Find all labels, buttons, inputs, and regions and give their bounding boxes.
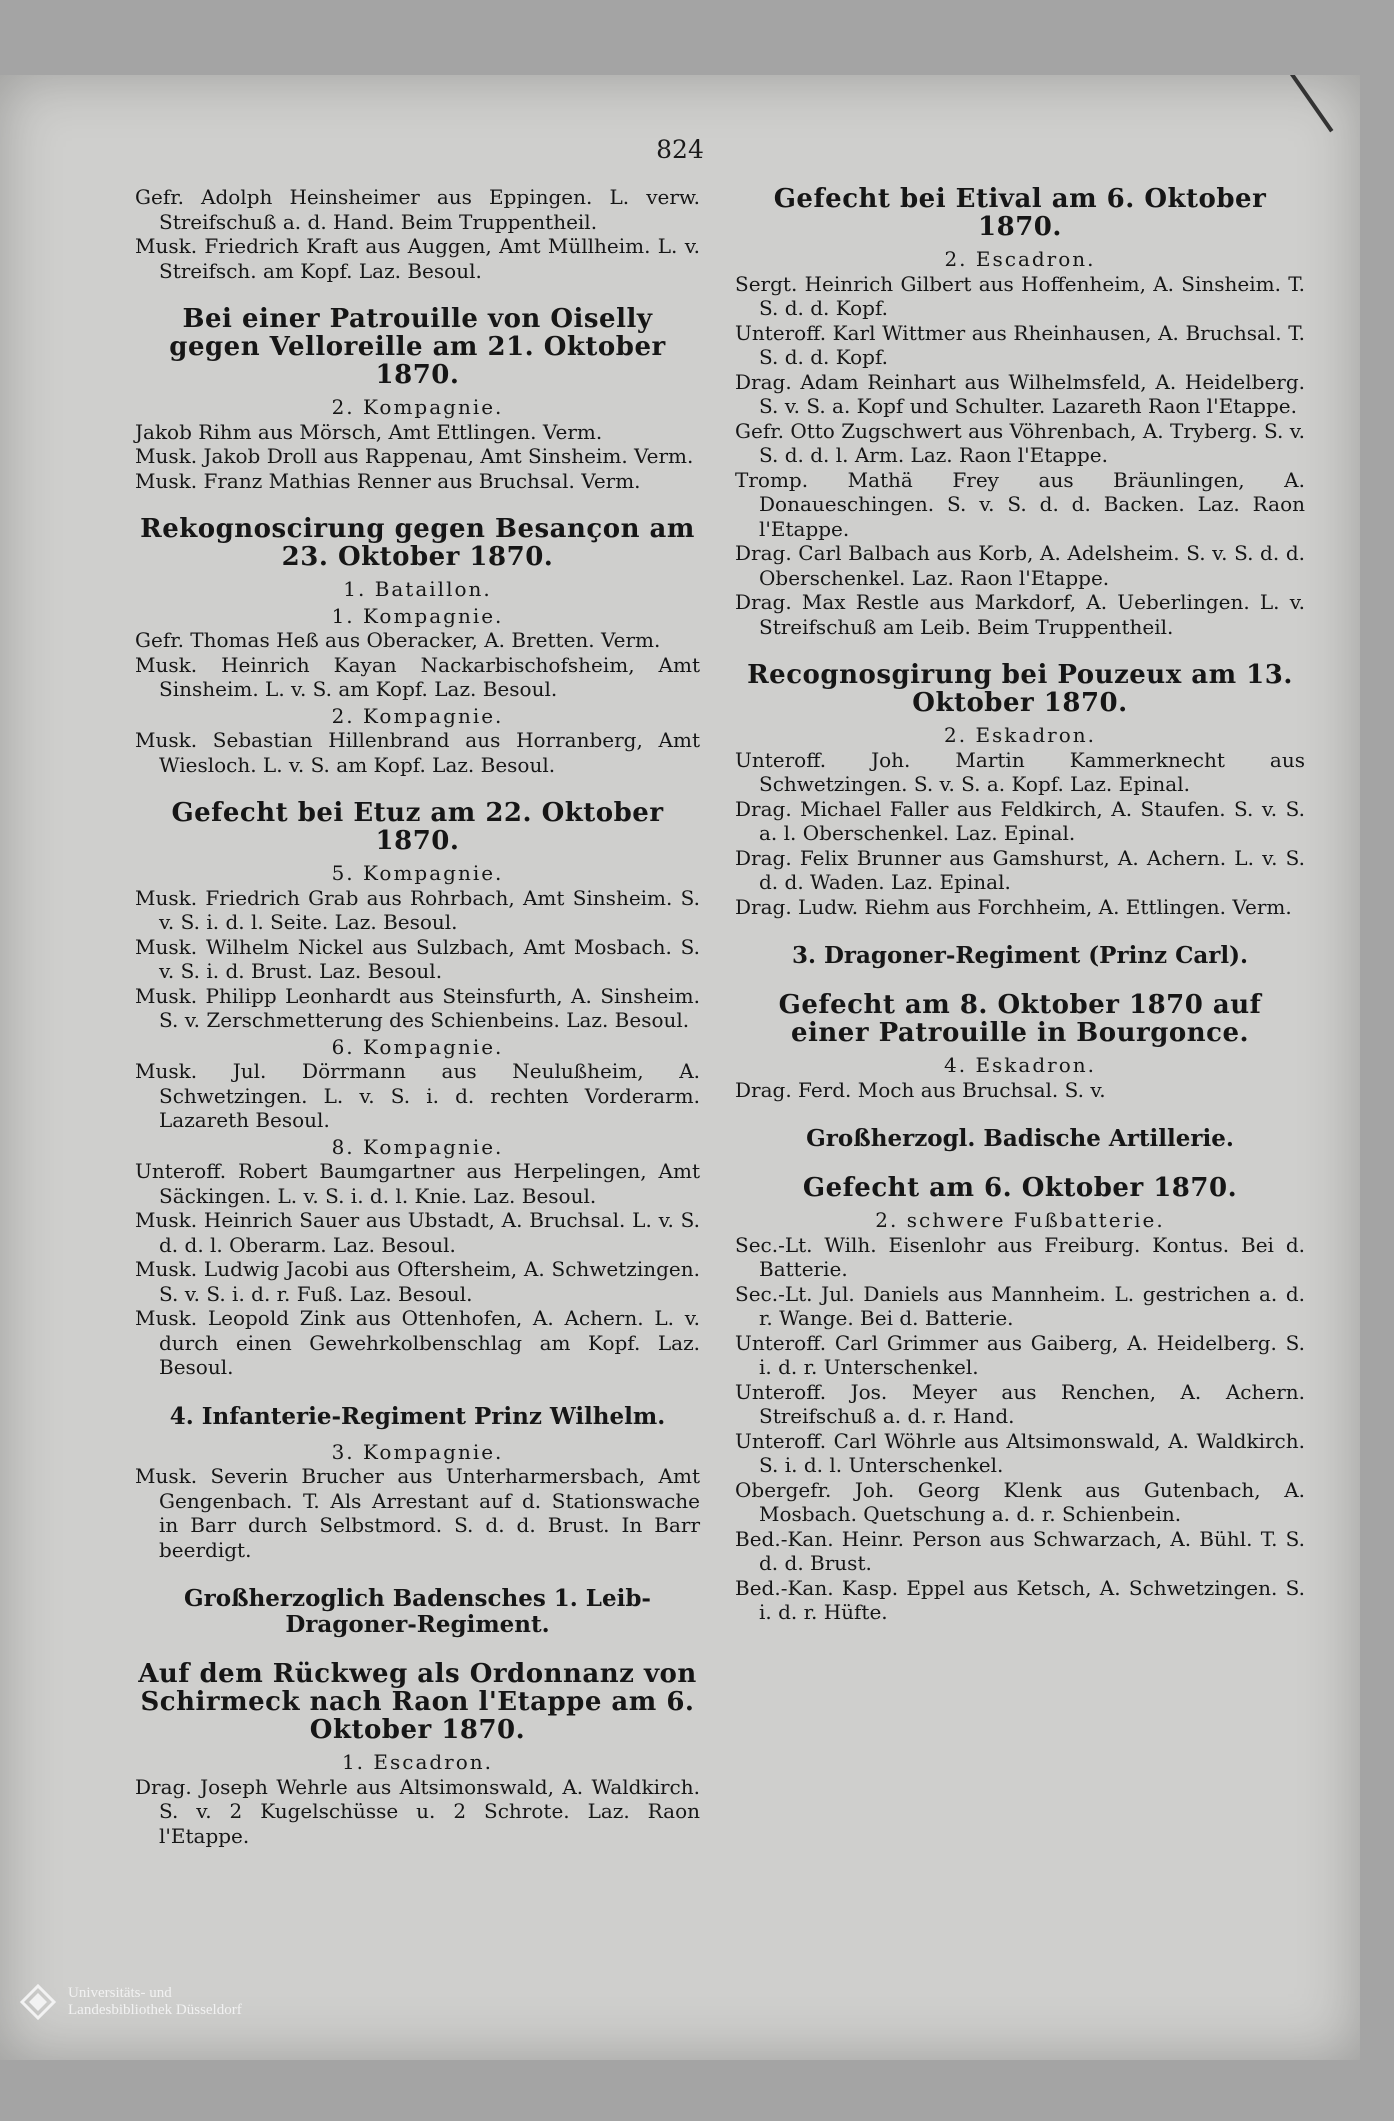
casualty-entry: Unteroff. Karl Wittmer aus Rheinhausen, A. Bruchsal. T. S. d. d. Kopf. <box>735 320 1305 369</box>
casualty-entry: Drag. Adam Reinhart aus Wilhelmsfeld, A. Heidelberg. S. v. S. a. Kopf und Schulter. Lazareth Raon l'Etappe. <box>735 369 1305 418</box>
unit-heading: 3. Kompagnie. <box>331 1439 504 1464</box>
casualty-entry: Obergefr. Joh. Georg Klenk aus Gutenbach, A. Mosbach. Quetschung a. d. r. Schienbein. <box>735 1477 1305 1526</box>
casualty-entry: Drag. Ferd. Moch aus Bruchsal. S. v. <box>735 1077 1106 1102</box>
library-logo <box>18 1982 242 2022</box>
casualty-entry: Musk. Wilhelm Nickel aus Sulzbach, Amt Mosbach. S. v. S. i. d. Brust. Laz. Besoul. <box>135 934 700 983</box>
casualty-entry: Drag. Felix Brunner aus Gamshurst, A. Achern. L. v. S. d. d. Waden. Laz. Epinal. <box>735 845 1305 894</box>
casualty-entry: Tromp. Mathä Frey aus Bräunlingen, A. Donaueschingen. S. v. S. d. d. Backen. Laz. Raon l'Etappe. <box>735 467 1305 541</box>
casualty-entry: Sec.-Lt. Wilh. Eisenlohr aus Freiburg. Kontus. Bei d. Batterie. <box>735 1232 1305 1281</box>
engagement-heading: Gefecht bei Etuz am 22. Oktober 1870. <box>171 798 664 856</box>
unit-heading: 2. Escadron. <box>944 247 1096 271</box>
left-column <box>135 185 700 1848</box>
unit-heading: 6. Kompagnie. <box>331 1034 504 1059</box>
unit-heading: 2. Kompagnie. <box>331 395 504 419</box>
casualty-entry: Bed.-Kan. Kasp. Eppel aus Ketsch, A. Schwetzingen. S. i. d. r. Hüfte. <box>735 1575 1305 1624</box>
casualty-entry: Unteroff. Carl Grimmer aus Gaiberg, A. Heidelberg. S. i. d. r. Unterschenkel. <box>735 1330 1305 1379</box>
engagement-heading: Auf dem Rückweg als Ordonnanz von Schirmeck nach Raon l'Etappe am 6. Oktober 1870. <box>138 1659 697 1745</box>
casualty-entry: Musk. Friedrich Kraft aus Auggen, Amt Müllheim. L. v. Streifsch. am Kopf. Laz. Besoul. <box>135 234 700 283</box>
library-logo-icon <box>18 1982 58 2022</box>
casualty-entry: Drag. Joseph Wehrle aus Altsimonswald, A. Waldkirch. S. v. 2 Kugelschüsse u. 2 Schrote. Laz. Raon l'Etappe. <box>135 1774 700 1848</box>
logo-line-2: Landesbibliothek Düsseldorf <box>68 2002 242 2018</box>
casualty-entry: Gefr. Adolph Heinsheimer aus Eppingen. L. verw. Streifschuß a. d. Hand. Beim Truppentheil. <box>135 185 700 234</box>
casualty-entry: Drag. Ludw. Riehm aus Forchheim, A. Ettlingen. Verm. <box>735 894 1292 919</box>
unit-heading: 2. Kompagnie. <box>331 703 504 728</box>
casualty-entry: Gefr. Thomas Heß aus Oberacker, A. Bretten. Verm. <box>135 628 661 652</box>
regiment-heading: Großherzogl. Badische Artillerie. <box>806 1125 1234 1152</box>
unit-heading: 2. Eskadron. <box>944 723 1096 747</box>
casualty-entry: Unteroff. Jos. Meyer aus Renchen, A. Achern. Streifschuß a. d. r. Hand. <box>735 1379 1305 1428</box>
casualty-entry: Bed.-Kan. Heinr. Person aus Schwarzach, A. Bühl. T. S. d. d. Brust. <box>735 1526 1305 1575</box>
unit-heading: 1. Kompagnie. <box>331 603 504 628</box>
engagement-heading: Gefecht am 8. Oktober 1870 auf einer Patrouille in Bourgonce. <box>778 990 1262 1048</box>
logo-line-1: Universitäts- und <box>68 1985 172 2001</box>
engagement-heading: Gefecht am 6. Oktober 1870. <box>802 1173 1238 1203</box>
casualty-entry: Unteroff. Robert Baumgartner aus Herpelingen, Amt Säckingen. L. v. S. i. d. l. Knie. Laz. Besoul. <box>135 1159 700 1208</box>
casualty-entry: Jakob Rihm aus Mörsch, Amt Ettlingen. Verm. <box>135 419 603 444</box>
unit-heading: 4. Eskadron. <box>944 1053 1096 1077</box>
margin-mark <box>1290 75 1333 132</box>
casualty-entry: Musk. Jakob Droll aus Rappenau, Amt Sinsheim. Verm. <box>135 444 694 468</box>
unit-heading: 2. schwere Fußbatterie. <box>875 1208 1165 1232</box>
casualty-entry: Drag. Michael Faller aus Feldkirch, A. Staufen. S. v. S. a. l. Oberschenkel. Laz. Epinal. <box>735 796 1305 845</box>
right-column <box>735 185 1305 1625</box>
casualty-entry: Musk. Severin Brucher aus Unterharmersbach, Amt Gengenbach. T. Als Arrestant auf d. Stationswache in Barr durch Selbstmord. S. d. d. Brust. In Barr beerdigt. <box>135 1464 700 1562</box>
engagement-heading: Recognosgirung bei Pouzeux am 13. Oktober 1870. <box>747 660 1293 718</box>
unit-heading: 1. Escadron. <box>341 1750 494 1774</box>
casualty-entry: Unteroff. Carl Wöhrle aus Altsimonswald, A. Waldkirch. S. i. d. l. Unterschenkel. <box>735 1428 1305 1477</box>
casualty-entry: Musk. Jul. Dörrmann aus Neulußheim, A. Schwetzingen. L. v. S. i. d. rechten Vorderarm. Lazareth Besoul. <box>135 1059 700 1132</box>
engagement-heading: Bei einer Patrouille von Oiselly gegen Velloreille am 21. Oktober 1870. <box>169 304 666 390</box>
regiment-heading: 4. Infanterie-Regiment Prinz Wilhelm. <box>169 1402 666 1430</box>
unit-heading: 1. Bataillon. <box>343 577 492 601</box>
unit-heading: 8. Kompagnie. <box>331 1134 504 1159</box>
engagement-heading: Rekognoscirung gegen Besançon am 23. Oktober 1870. <box>140 514 695 572</box>
casualty-entry: Musk. Franz Mathias Renner aus Bruchsal. Verm. <box>135 468 641 493</box>
casualty-entry: Musk. Heinrich Kayan Nackarbischofsheim, Amt Sinsheim. L. v. S. am Kopf. Laz. Besoul. <box>135 652 700 701</box>
casualty-entry: Musk. Heinrich Sauer aus Ubstadt, A. Bruchsal. L. v. S. d. d. l. Oberarm. Laz. Besoul. <box>135 1208 700 1257</box>
casualty-entry: Musk. Friedrich Grab aus Rohrbach, Amt Sinsheim. S. v. S. i. d. l. Seite. Laz. Besoul. <box>135 885 700 934</box>
document-page <box>0 75 1360 2060</box>
casualty-entry: Sergt. Heinrich Gilbert aus Hoffenheim, A. Sinsheim. T. S. d. d. Kopf. <box>735 271 1305 320</box>
casualty-entry: Gefr. Otto Zugschwert aus Vöhrenbach, A. Tryberg. S. v. S. d. d. l. Arm. Laz. Raon l'Etappe. <box>735 418 1305 467</box>
casualty-entry: Musk. Leopold Zink aus Ottenhofen, A. Achern. L. v. durch einen Gewehrkolbenschlag am Kopf. Laz. Besoul. <box>135 1306 700 1379</box>
casualty-entry: Sec.-Lt. Jul. Daniels aus Mannheim. L. gestrichen a. d. r. Wange. Bei d. Batterie. <box>735 1281 1305 1330</box>
library-logo-text <box>68 1985 242 2019</box>
regiment-heading: Großherzoglich Badensches 1. Leib-Dragoner-Regiment. <box>184 1585 651 1638</box>
casualty-entry: Unteroff. Joh. Martin Kammerknecht aus Schwetzingen. S. v. S. a. Kopf. Laz. Epinal. <box>735 747 1305 796</box>
regiment-heading: 3. Dragoner-Regiment (Prinz Carl). <box>791 942 1249 969</box>
page-number: 824 <box>656 135 704 164</box>
casualty-entry: Drag. Carl Balbach aus Korb, A. Adelsheim. S. v. S. d. d. Oberschenkel. Laz. Raon l'Etappe. <box>735 541 1305 590</box>
casualty-entry: Drag. Max Restle aus Markdorf, A. Ueberlingen. L. v. Streifschuß am Leib. Beim Truppentheil. <box>735 590 1305 639</box>
engagement-heading: Gefecht bei Etival am 6. Oktober 1870. <box>773 184 1267 242</box>
unit-heading: 5. Kompagnie. <box>331 861 504 885</box>
casualty-entry: Musk. Sebastian Hillenbrand aus Horranberg, Amt Wiesloch. L. v. S. am Kopf. Laz. Besoul. <box>135 728 700 777</box>
casualty-entry: Musk. Philipp Leonhardt aus Steinsfurth, A. Sinsheim. S. v. Zerschmetterung des Schienbeins. Laz. Besoul. <box>135 983 700 1032</box>
casualty-entry: Musk. Ludwig Jacobi aus Oftersheim, A. Schwetzingen. S. v. S. i. d. r. Fuß. Laz. Besoul. <box>135 1257 700 1306</box>
